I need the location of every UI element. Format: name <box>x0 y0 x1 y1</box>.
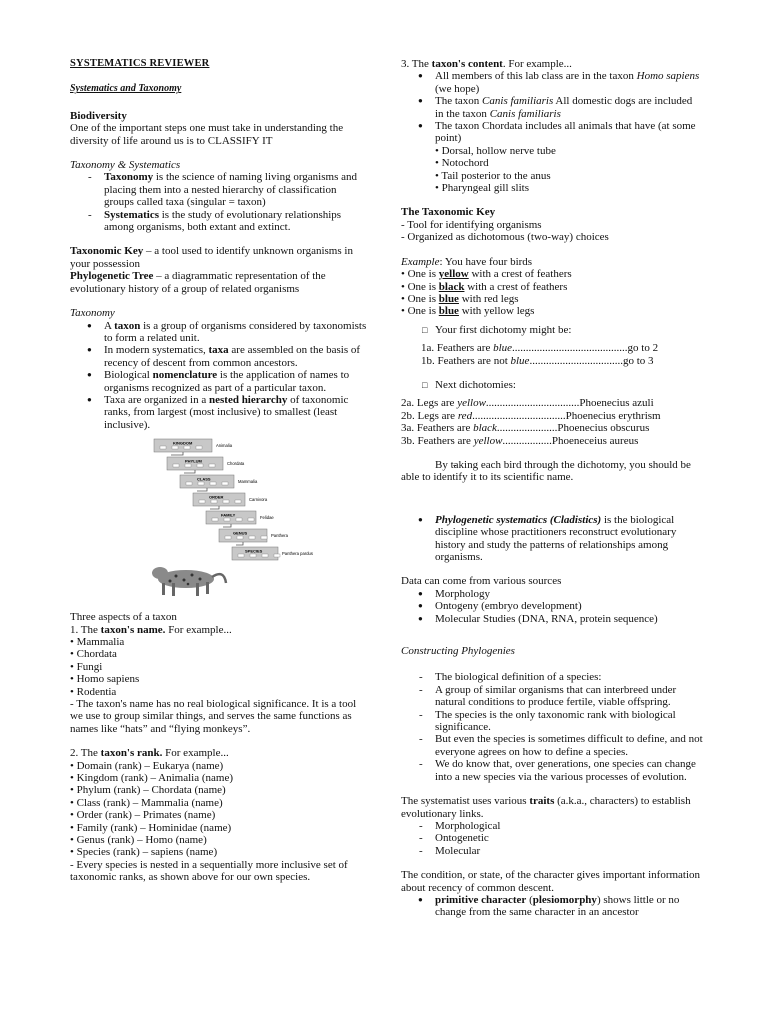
list-item: • One is blue with red legs <box>401 292 519 305</box>
list-item: • Dorsal, hollow nerve tube <box>435 144 556 157</box>
dichotomy-note-list <box>401 459 703 484</box>
rank-label: GENUS <box>233 530 248 536</box>
rank-arrow <box>197 488 207 491</box>
list-item: • Mammalia <box>70 635 125 648</box>
list-item: - Systematics is the study of evolutionary relationships among organisms, both extant and extinct. <box>70 209 368 234</box>
tax-sys-heading: Taxonomy & Systematics <box>70 159 181 172</box>
next-dichotomies-label: □ Next dichotomies: <box>401 379 703 391</box>
constructing-phylogenies-heading: Constructing Phylogenies <box>401 645 515 658</box>
taxonomic-key-definition: Taxonomic Key – a tool used to identify unknown organisms in your possession <box>70 245 353 270</box>
aspect-name: 1. The taxon's name. For example... <box>70 623 232 636</box>
list-item: • Homo sapiens <box>70 673 140 686</box>
rank-cell <box>249 536 255 539</box>
list-item: • Kingdom (rank) – Animalia (name) <box>70 772 234 785</box>
biodiversity-heading: Biodiversity <box>70 109 127 122</box>
list-item: 1a. Feathers are blue..........................................go to 2 <box>421 342 659 355</box>
taxonomy-bullets <box>70 320 368 432</box>
rank-cell <box>160 446 166 449</box>
list-item: • Species (rank) – sapiens (name) <box>70 846 218 859</box>
list-item: - A group of similar organisms that can interbreed under natural conditions to produce fertile, viable offspring. <box>401 684 703 709</box>
first-dichotomy-label: □ Your first dichotomy might be: <box>401 324 703 336</box>
rank-arrow <box>223 524 231 527</box>
rank-cell <box>248 518 254 521</box>
taxon-name-label: Felidae <box>260 515 274 521</box>
rank-cell <box>197 464 203 467</box>
rank-label: ORDER <box>209 494 224 500</box>
aspect-name-note: - The taxon's name has no real biological significance. It is a tool we use to group similar things, and serves the same functions as names like “hats” and “flying monkeys”. <box>70 698 357 735</box>
aspects-heading: Three aspects of a taxon <box>70 611 177 624</box>
rank-cell <box>210 482 216 485</box>
list-item: ● Phylogenetic systematics (Cladistics) is the biological discipline whose practitioners reconstruct evolutionary history and study the patterns of relationships among organisms. <box>401 514 703 564</box>
list-item: 3b. Feathers are yellow..................Phoeneceius aureus <box>401 434 639 447</box>
list-item: • Notochord <box>435 157 489 170</box>
list-item: - We do know that, over generations, one species can change into a new species via the various processes of evolution. <box>401 758 703 783</box>
rank-cell <box>185 464 191 467</box>
document-title: SYSTEMATICS REVIEWER <box>70 58 210 69</box>
rank-cell <box>261 536 267 539</box>
aspect-rank-note: - Every species is nested in a sequentially more inclusive set of taxonomic ranks, as shown above for our own species. <box>70 858 348 884</box>
list-item: ● Molecular Studies (DNA, RNA, protein sequence) <box>401 613 703 625</box>
rank-label: CLASS <box>197 476 211 482</box>
rank-cell <box>236 518 242 521</box>
rank-cell <box>250 554 256 557</box>
taxonomy-hierarchy-figure <box>148 437 318 605</box>
list-item: ● In modern systematics, taxa are assembled on the basis of recency of descent from common ancestors. <box>70 344 368 369</box>
rank-cell <box>199 500 205 503</box>
list-item: ● Taxa are organized in a nested hierarchy of taxonomic ranks, from largest (most inclusive) to smallest (least inclusive). <box>70 394 368 431</box>
list-item: ● Biological nomenclature is the application of names to organisms recognized as part of a particular taxon. <box>70 369 368 394</box>
aspect-content: 3. The taxon's content. For example... <box>401 58 572 70</box>
rank-arrow <box>184 470 195 473</box>
rank-cell <box>211 500 217 503</box>
list-item: • Class (rank) – Mammalia (name) <box>70 796 223 809</box>
list-item: ● primitive character (plesiomorphy) shows little or no change from the same character in an ancestor <box>401 894 703 919</box>
rank-label: KINGDOM <box>173 440 193 446</box>
taxon-name-label: Panthera <box>271 533 288 539</box>
list-item: - Molecular <box>401 845 703 857</box>
list-item: - But even the species is sometimes difficult to define, and not everyone agrees on how to define a species. <box>401 733 703 758</box>
rank-level-order <box>193 493 268 509</box>
rank-cell <box>196 446 202 449</box>
list-item: ● Morphology <box>401 588 703 600</box>
tax-sys-list <box>70 171 368 233</box>
list-item: 2a. Legs are yellow..................................Phoenecius azuli <box>401 397 654 410</box>
rank-cell <box>274 554 280 557</box>
biodiversity-text: One of the important steps one must take in understanding the diversity of life around us is to CLASSIFY IT <box>70 122 344 147</box>
taxon-name-label: Animalia <box>216 443 233 449</box>
rank-cell <box>173 464 179 467</box>
constructing-list <box>401 671 703 783</box>
list-item: • Family (rank) – Hominidae (name) <box>70 821 232 834</box>
rank-cell <box>237 536 243 539</box>
leopard-illustration <box>152 567 226 596</box>
list-item: - Organized as dichotomous (two-way) choices <box>401 231 609 244</box>
aspect-content-list <box>401 70 703 144</box>
traits-list <box>401 820 703 857</box>
taxonomy-heading: Taxonomy <box>70 307 115 320</box>
list-item: - Tool for identifying organisms <box>401 218 542 231</box>
list-item: • Domain (rank) – Eukarya (name) <box>70 759 224 772</box>
list-item: • Order (rank) – Primates (name) <box>70 809 216 822</box>
rank-cell <box>225 536 231 539</box>
taxon-name-label: Chordata <box>227 461 245 467</box>
rank-level-genus <box>219 529 289 545</box>
rank-cell <box>172 446 178 449</box>
list-item: 3a. Feathers are black......................Phoenecius obscurus <box>401 422 650 435</box>
traits-text: The systematist uses various traits (a.k.a., characters) to establish evolutionary links. <box>401 795 691 820</box>
example-intro: Example: You have four birds <box>401 255 533 268</box>
list-item: • One is blue with yellow legs <box>401 305 535 318</box>
left-column <box>70 58 368 884</box>
condition-text: The condition, or state, of the character gives important information about recency of common descent. <box>401 869 701 894</box>
rank-level-family <box>206 511 274 527</box>
list-item: - By taking each bird through the dichotomy, you should be able to identify it to its scientific name. <box>401 459 703 484</box>
taxonomic-key-heading: The Taxonomic Key <box>401 206 496 219</box>
rank-cell <box>184 446 190 449</box>
rank-label: FAMILY <box>221 512 236 518</box>
list-item: • Pharyngeal gill slits <box>435 182 529 195</box>
rank-cell <box>235 500 241 503</box>
rank-cell <box>222 482 228 485</box>
primitive-list <box>401 894 703 919</box>
taxon-name-label: Carnivora <box>249 497 268 503</box>
list-item: • Phylum (rank) – Chordata (name) <box>70 784 226 797</box>
list-item: ● The taxon Chordata includes all animals that have (at some point) <box>401 120 703 145</box>
rank-level-kingdom <box>154 439 233 455</box>
section-subtitle: Systematics and Taxonomy <box>70 83 182 95</box>
list-item: • One is yellow with a crest of feathers <box>401 268 572 281</box>
taxon-name-label: Panthera pardus <box>282 551 313 557</box>
list-item: 1b. Feathers are not blue..................................go to 3 <box>421 354 654 367</box>
rank-arrow <box>171 452 183 455</box>
list-item: - The species is the only taxonomic rank with biological significance. <box>401 709 703 734</box>
rank-level-phylum <box>167 457 245 473</box>
list-item: 2b. Legs are red..................................Phoenecius erythrism <box>401 409 661 422</box>
list-item: - Ontogenetic <box>401 832 703 844</box>
data-sources-list <box>401 588 703 625</box>
rank-cell <box>186 482 192 485</box>
aspect-rank: 2. The taxon's rank. For example... <box>70 747 229 760</box>
list-item: ● The taxon Canis familiaris All domestic dogs are included in the taxon Canis familiaris <box>401 95 703 120</box>
rank-label: PHYLUM <box>185 458 202 464</box>
taxon-name-label: Mammalia <box>238 479 258 485</box>
rank-cell <box>198 482 204 485</box>
list-item: - Taxonomy is the science of naming living organisms and placing them into a nested hierarchy of classification groups called taxa (singular = taxon) <box>70 171 368 208</box>
phylogenetic-tree-definition: Phylogenetic Tree – a diagrammatic representation of the evolutionary history of a group of related organisms <box>70 270 326 295</box>
list-item: - The biological definition of a species: <box>401 671 703 683</box>
list-item: • Fungi <box>70 660 103 673</box>
list-item: ● A taxon is a group of organisms considered by taxonomists to form a related unit. <box>70 320 368 345</box>
rank-level-class <box>180 475 258 491</box>
list-item: • One is black with a crest of feathers <box>401 280 568 293</box>
cladistics-list <box>401 514 703 564</box>
rank-arrow <box>236 542 243 545</box>
list-item: • Tail posterior to the anus <box>435 169 551 182</box>
list-item: ● Ontogeny (embryo development) <box>401 600 703 612</box>
list-item: - Morphological <box>401 820 703 832</box>
list-item: ● All members of this lab class are in the taxon Homo sapiens (we hope) <box>401 70 703 95</box>
rank-cell <box>238 554 244 557</box>
right-column <box>401 58 703 919</box>
rank-cell <box>262 554 268 557</box>
list-item: • Chordata <box>70 648 117 661</box>
data-sources-heading: Data can come from various sources <box>401 575 562 588</box>
rank-cell <box>224 518 230 521</box>
rank-label: SPECIES <box>245 548 263 554</box>
rank-cell <box>212 518 218 521</box>
rank-level-species <box>232 547 313 560</box>
list-item: • Genus (rank) – Homo (name) <box>70 834 207 847</box>
rank-cell <box>209 464 215 467</box>
list-item: • Rodentia <box>70 685 117 698</box>
rank-arrow <box>210 506 219 509</box>
rank-cell <box>223 500 229 503</box>
